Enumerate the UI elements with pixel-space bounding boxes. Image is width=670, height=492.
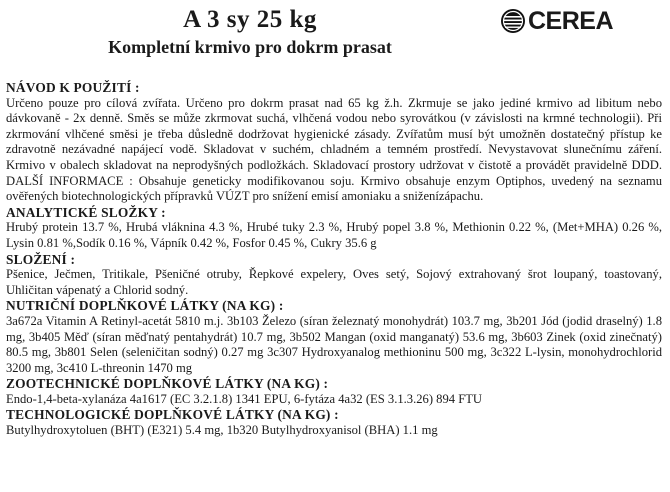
label-content <box>6 80 662 439</box>
section-heading: NÁVOD K POUŽITÍ : <box>6 80 140 95</box>
section-nutritional-additives <box>6 298 662 376</box>
logo-text: CEREA <box>528 7 614 35</box>
section-heading: NUTRIČNÍ DOPLŇKOVÉ LÁTKY (NA KG) : <box>6 298 284 314</box>
section-analytical <box>6 205 662 252</box>
section-technological-additives <box>6 407 662 438</box>
section-heading: TECHNOLOGICKÉ DOPLŇKOVÉ LÁTKY (NA KG) : <box>6 407 339 423</box>
section-text: Endo-1,4-beta-xylanáza 4a1617 (EC 3.2.1.8) 1341 EPU, 6-fytáza 4a32 (ES 3.1.3.26) 894 FTU <box>6 391 483 406</box>
section-heading: ANALYTICKÉ SLOŽKY : <box>6 204 166 220</box>
section-text: Určeno pouze pro cílová zvířata. Určeno pro dokrm prasat nad 65 kg ž.h. Zkrmuje se jako jediné krmivo ad libitum nebo dávkovaně - 2x denně. Směs se může zkrmovat suchá, vlhčená vodou nebo syrovátkou (v závislosti na krmné technologii). Při zkrmování vlhčené směsi je třeba důsledně dodržovat hygienické zásady. Zvířatům musí být umožněn dostatečný přístup ke zdravotně nezávadné napájecí vodě. Skladovat v suchém, chladném a temném prostředí. Nevystavovat slunečnímu záření. Krmivo v obalech skladovat na neprodyšných podložkách. Skladovací prostory udržovat v čistotě a provádět pravidelně DDD. DALŠÍ INFORMACE : Obsahuje geneticky modifikovanou soju. Krmivo obsahuje enzym Optiphos, uvedený na seznamu ověřených biotechnologických přípravků VÚZT pro snížení emisí amoniaku a sniženízápachu. <box>6 95 662 204</box>
globe-icon <box>500 8 526 34</box>
section-zootechnical-additives <box>6 376 662 407</box>
product-title: A 3 sy 25 kg <box>183 6 317 33</box>
section-heading: ZOOTECHNICKÉ DOPLŇKOVÉ LÁTKY (NA KG) : <box>6 376 329 392</box>
section-usage <box>6 80 662 205</box>
section-text: Hrubý protein 13.7 %, Hrubá vláknina 4.3 %, Hrubé tuky 2.3 %, Hrubý popel 3.8 %, Methionin 0.22 %, (Met+MHA) 0.26 %, Lysin 0.81 %,Sodík 0.16 %, Vápník 0.42 %, Fosfor 0.45 %, Cukry 35.6 g <box>6 220 662 250</box>
section-text: 3a672a Vitamin A Retinyl-acetát 5810 m.j. 3b103 Železo (síran železnatý monohydrát) 103.7 mg, 3b201 Jód (jodid draselný) 1.8 mg, 3b405 Měď (síran měďnatý pentahydrát) 10.7 mg, 3b502 Mangan (oxid manganatý) 53.6 mg, 3b603 Zinek (oxid zinečnatý) 80.5 mg, 3b801 Selen (seleničitan sodný) 0.27 mg 3c307 Hydroxyanalog methioninu 500 mg, 3c322 L-lysin, monohydrochlorid 3200 mg, 3c410 L-threonin 1470 mg <box>6 313 662 375</box>
cerea-logo <box>500 8 613 34</box>
product-subtitle: Kompletní krmivo pro dokrm prasat <box>108 37 392 57</box>
section-text: Pšenice, Ječmen, Tritikale, Pšeničné otruby, Řepkové expelery, Oves setý, Sojový extrahovaný šrot loupaný, toastovaný, Uhličitan vápenatý a Chlorid sodný. <box>6 267 662 297</box>
section-heading: SLOŽENÍ : <box>6 251 76 267</box>
section-text: Butylhydroxytoluen (BHT) (E321) 5.4 mg, 1b320 Butylhydroxyanisol (BHA) 1.1 mg <box>6 423 438 438</box>
section-composition <box>6 252 662 299</box>
